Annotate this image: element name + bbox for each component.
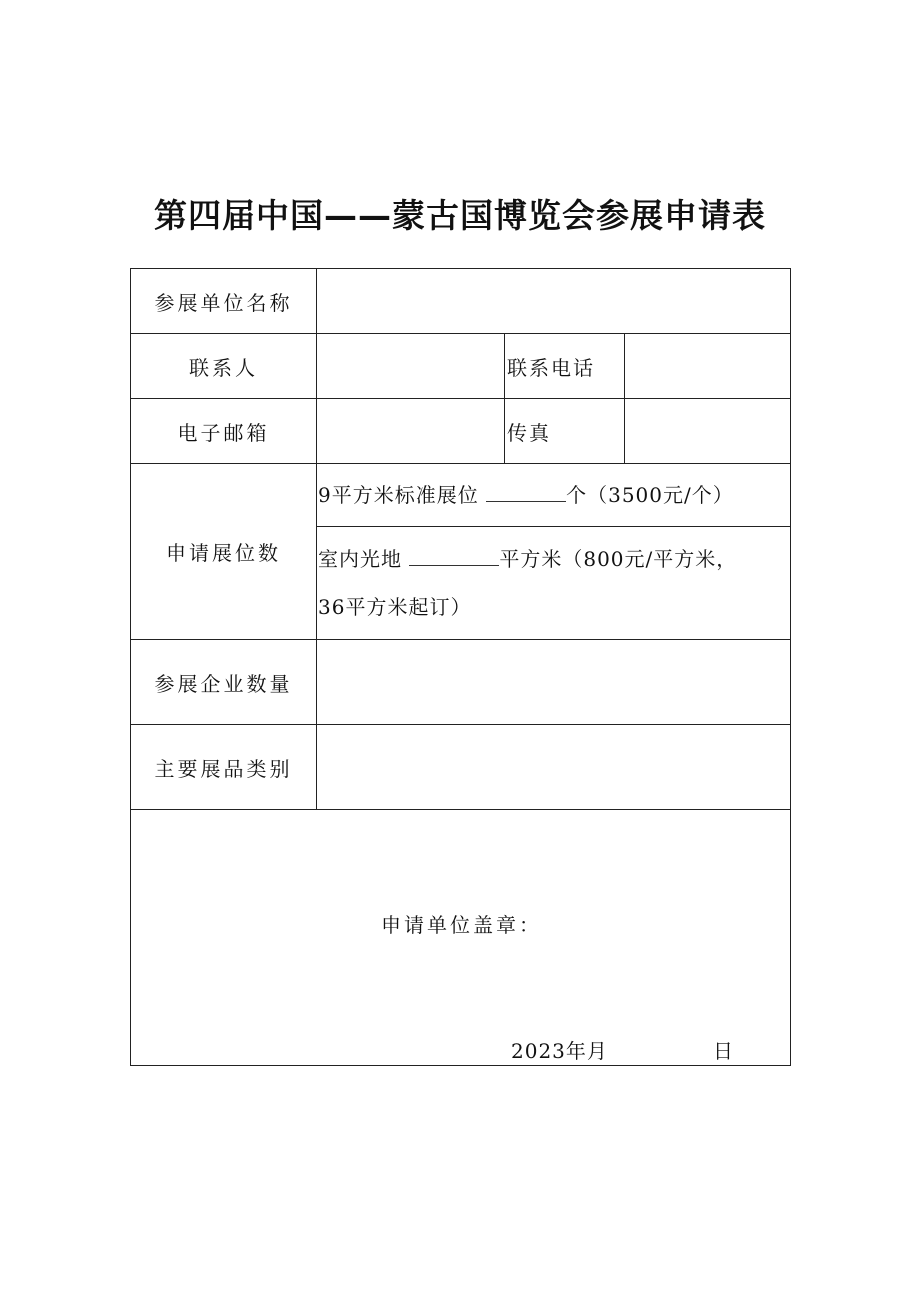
booth-option2-prefix: 室内光地 bbox=[318, 547, 402, 571]
booth-option1-prefix: 9平方米标准展位 bbox=[318, 483, 479, 507]
exhibit-category-label: 主要展品类别 bbox=[131, 725, 317, 810]
row-seal bbox=[131, 810, 791, 1066]
fax-field[interactable] bbox=[625, 399, 791, 464]
email-label: 电子邮箱 bbox=[131, 399, 317, 464]
company-count-field[interactable] bbox=[317, 640, 791, 725]
fax-label: 传真 bbox=[505, 399, 625, 464]
booth-option1-suffix: 个（3500元/个） bbox=[566, 483, 734, 507]
company-count-label: 参展企业数量 bbox=[131, 640, 317, 725]
booth-option2-line2: 36平方米起订） bbox=[318, 595, 472, 619]
raw-space-area-blank[interactable] bbox=[409, 547, 499, 566]
seal-label: 申请单位盖章： bbox=[381, 913, 542, 937]
row-email bbox=[131, 399, 791, 464]
date-label: 2023年月 bbox=[511, 1039, 608, 1063]
row-unit-name bbox=[131, 269, 791, 334]
booth-option-standard bbox=[317, 464, 791, 527]
phone-field[interactable] bbox=[625, 334, 791, 399]
contact-field[interactable] bbox=[317, 334, 505, 399]
unit-name-label: 参展单位名称 bbox=[131, 269, 317, 334]
row-contact bbox=[131, 334, 791, 399]
seal-area bbox=[131, 810, 791, 1066]
unit-name-field[interactable] bbox=[317, 269, 791, 334]
application-form-table bbox=[130, 268, 791, 1066]
row-booth-standard bbox=[131, 464, 791, 527]
row-exhibit-category bbox=[131, 725, 791, 810]
exhibit-category-field[interactable] bbox=[317, 725, 791, 810]
booth-option2-suffix: 平方米（800元/平方米， bbox=[499, 547, 738, 571]
contact-label: 联系人 bbox=[131, 334, 317, 399]
row-company-count bbox=[131, 640, 791, 725]
booth-label: 申请展位数 bbox=[131, 464, 317, 640]
email-field[interactable] bbox=[317, 399, 505, 464]
day-label: 日 bbox=[713, 1039, 733, 1063]
booth-option-raw-space bbox=[317, 527, 791, 640]
standard-booth-count-blank[interactable] bbox=[486, 483, 566, 502]
phone-label: 联系电话 bbox=[505, 334, 625, 399]
page-title: 第四届中国——蒙古国博览会参展申请表 bbox=[154, 196, 766, 235]
